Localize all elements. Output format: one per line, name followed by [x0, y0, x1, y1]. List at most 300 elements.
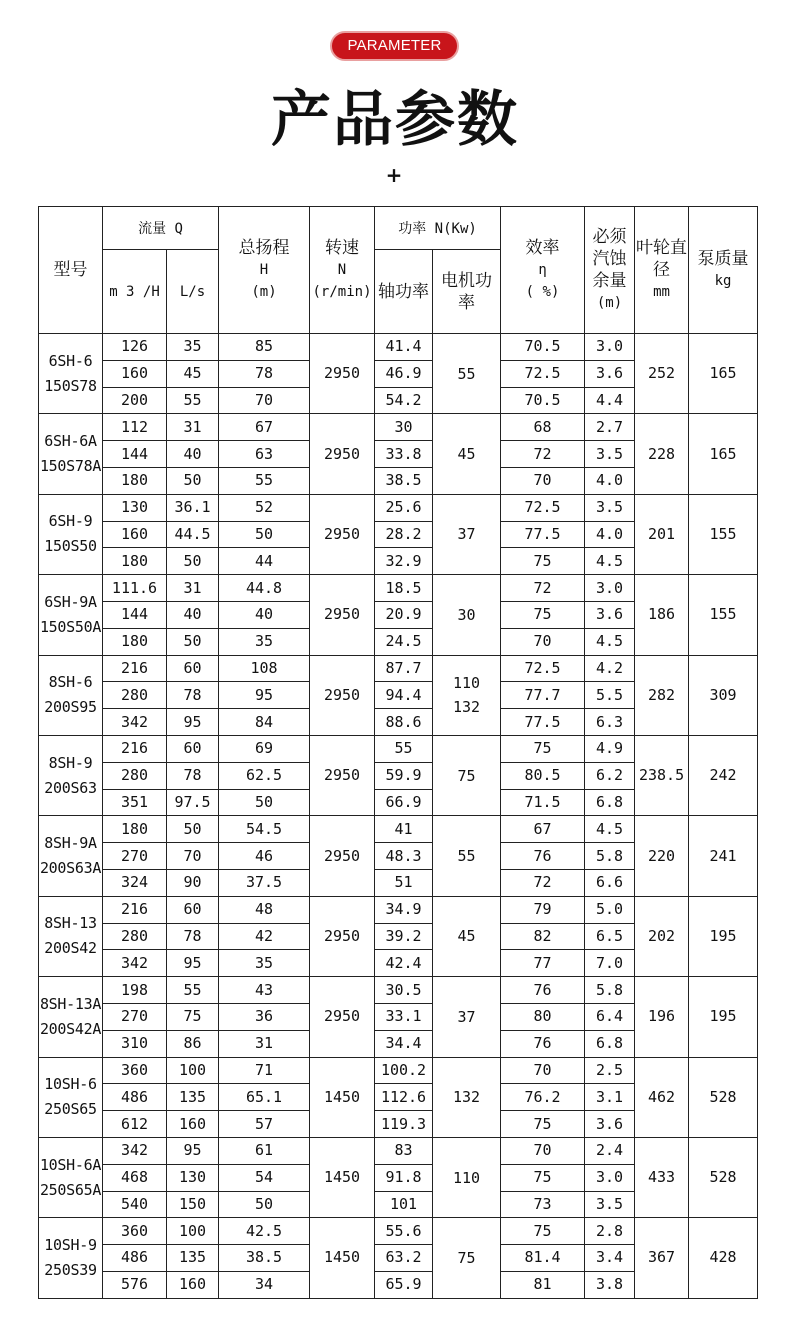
- head-cell: 63: [219, 441, 310, 468]
- npsh-cell: 3.1: [585, 1084, 635, 1111]
- efficiency-cell: 72.5: [501, 494, 585, 521]
- efficiency-cell: 77.5: [501, 521, 585, 548]
- efficiency-cell: 75: [501, 1218, 585, 1245]
- mass-cell: 428: [689, 1218, 758, 1298]
- model-code-sh: 6SH-6: [48, 351, 93, 370]
- shaft-power-cell: 32.9: [375, 548, 433, 575]
- model-code-s: 200S95: [44, 698, 97, 717]
- efficiency-cell: 76.2: [501, 1084, 585, 1111]
- shaft-power-cell: 100.2: [375, 1057, 433, 1084]
- speed-cell: 2950: [310, 494, 375, 574]
- head-cell: 50: [219, 789, 310, 816]
- flow-ls-cell: 50: [167, 467, 219, 494]
- impeller-cell: 228: [635, 414, 689, 494]
- head-cell: 67: [219, 414, 310, 441]
- shaft-power-cell: 55: [375, 735, 433, 762]
- head-cell: 38.5: [219, 1245, 310, 1272]
- header-flow-ls: [167, 250, 219, 334]
- head-cell: 42: [219, 923, 310, 950]
- efficiency-cell: 73: [501, 1191, 585, 1218]
- npsh-cell: 3.5: [585, 1191, 635, 1218]
- impeller-cell: 196: [635, 977, 689, 1057]
- shaft-power-cell: 112.6: [375, 1084, 433, 1111]
- header-speed-unit: (r/min): [312, 284, 372, 300]
- mass-cell: 155: [689, 575, 758, 655]
- model-code-sh: 10SH-6A: [39, 1155, 102, 1174]
- header-npsh: [585, 207, 635, 334]
- header-impeller-title: 叶轮直径: [636, 238, 688, 280]
- efficiency-cell: 72: [501, 869, 585, 896]
- shaft-power-cell: 34.4: [375, 1030, 433, 1057]
- flow-m3h-cell: 180: [103, 548, 167, 575]
- head-cell: 108: [219, 655, 310, 682]
- flow-m3h-cell: 144: [103, 601, 167, 628]
- flow-ls-cell: 100: [167, 1057, 219, 1084]
- flow-ls-cell: 55: [167, 977, 219, 1004]
- model-code-s: 200S42: [44, 939, 97, 958]
- efficiency-cell: 75: [501, 1111, 585, 1138]
- model-cell: [39, 414, 103, 494]
- header-speed-title: 转速: [325, 238, 360, 258]
- model-cell: [39, 1218, 103, 1298]
- flow-m3h-cell: 540: [103, 1191, 167, 1218]
- efficiency-cell: 71.5: [501, 789, 585, 816]
- flow-ls-cell: 78: [167, 923, 219, 950]
- model-code-sh: 6SH-9A: [44, 592, 97, 611]
- efficiency-cell: 68: [501, 414, 585, 441]
- model-code-sh: 10SH-6: [44, 1075, 97, 1094]
- npsh-cell: 6.8: [585, 789, 635, 816]
- npsh-cell: 2.7: [585, 414, 635, 441]
- npsh-cell: 3.5: [585, 441, 635, 468]
- head-cell: 46: [219, 843, 310, 870]
- model-code-sh: 8SH-9: [48, 753, 93, 772]
- head-cell: 61: [219, 1137, 310, 1164]
- efficiency-cell: 80: [501, 1003, 585, 1030]
- flow-ls-cell: 70: [167, 843, 219, 870]
- model-cell: [39, 334, 103, 414]
- motor-power-cell: 37: [433, 494, 501, 574]
- model-code-s: 200S42A: [39, 1019, 102, 1038]
- npsh-cell: 4.4: [585, 387, 635, 414]
- efficiency-cell: 70.5: [501, 387, 585, 414]
- efficiency-cell: 81.4: [501, 1245, 585, 1272]
- impeller-cell: 252: [635, 334, 689, 414]
- flow-ls-cell: 150: [167, 1191, 219, 1218]
- flow-ls-cell: 86: [167, 1030, 219, 1057]
- npsh-cell: 3.5: [585, 494, 635, 521]
- head-cell: 65.1: [219, 1084, 310, 1111]
- efficiency-cell: 77.5: [501, 709, 585, 736]
- header-speed-symbol: N: [337, 262, 347, 278]
- npsh-cell: 3.6: [585, 1111, 635, 1138]
- model-code-sh: 8SH-13: [44, 914, 97, 933]
- model-cell: [39, 977, 103, 1057]
- flow-ls-cell: 75: [167, 1003, 219, 1030]
- flow-m3h-cell: 324: [103, 869, 167, 896]
- shaft-power-cell: 42.4: [375, 950, 433, 977]
- efficiency-cell: 79: [501, 896, 585, 923]
- head-cell: 71: [219, 1057, 310, 1084]
- mass-cell: 309: [689, 655, 758, 735]
- mass-cell: 528: [689, 1137, 758, 1217]
- shaft-power-cell: 30: [375, 414, 433, 441]
- header-impeller: [635, 207, 689, 334]
- shaft-power-cell: 30.5: [375, 977, 433, 1004]
- flow-m3h-cell: 160: [103, 360, 167, 387]
- table-row: [39, 1057, 758, 1084]
- flow-m3h-cell: 112: [103, 414, 167, 441]
- efficiency-cell: 72: [501, 575, 585, 602]
- head-cell: 35: [219, 950, 310, 977]
- header-motor-power: 电机功率: [433, 250, 501, 334]
- npsh-cell: 3.8: [585, 1271, 635, 1298]
- shaft-power-cell: 101: [375, 1191, 433, 1218]
- mass-cell: 241: [689, 816, 758, 896]
- header-power: [375, 207, 501, 250]
- flow-ls-cell: 50: [167, 816, 219, 843]
- shaft-power-cell: 88.6: [375, 709, 433, 736]
- head-cell: 78: [219, 360, 310, 387]
- speed-cell: 2950: [310, 816, 375, 896]
- motor-power-cell: 55: [433, 816, 501, 896]
- npsh-cell: 4.9: [585, 735, 635, 762]
- speed-cell: 2950: [310, 896, 375, 976]
- header-flow-m3h-label: m 3 /H: [109, 284, 160, 300]
- efficiency-cell: 77: [501, 950, 585, 977]
- shaft-power-cell: 94.4: [375, 682, 433, 709]
- table-row: [39, 896, 758, 923]
- model-cell: [39, 575, 103, 655]
- flow-ls-cell: 160: [167, 1271, 219, 1298]
- flow-m3h-cell: 180: [103, 467, 167, 494]
- flow-m3h-cell: 360: [103, 1218, 167, 1245]
- shaft-power-cell: 46.9: [375, 360, 433, 387]
- npsh-cell: 6.4: [585, 1003, 635, 1030]
- flow-m3h-cell: 111.6: [103, 575, 167, 602]
- impeller-cell: 282: [635, 655, 689, 735]
- shaft-power-cell: 25.6: [375, 494, 433, 521]
- flow-m3h-cell: 216: [103, 735, 167, 762]
- shaft-power-cell: 39.2: [375, 923, 433, 950]
- motor-power-cell: 55: [433, 334, 501, 414]
- flow-m3h-cell: 160: [103, 521, 167, 548]
- flow-m3h-cell: 486: [103, 1245, 167, 1272]
- flow-m3h-cell: 342: [103, 1137, 167, 1164]
- speed-cell: 2950: [310, 414, 375, 494]
- speed-cell: 1450: [310, 1057, 375, 1137]
- motor-power-cell: 45: [433, 414, 501, 494]
- shaft-power-cell: 66.9: [375, 789, 433, 816]
- flow-ls-cell: 135: [167, 1084, 219, 1111]
- npsh-cell: 5.8: [585, 977, 635, 1004]
- flow-ls-cell: 55: [167, 387, 219, 414]
- mass-cell: 195: [689, 896, 758, 976]
- npsh-cell: 3.0: [585, 1164, 635, 1191]
- head-cell: 43: [219, 977, 310, 1004]
- model-code-s: 200S63A: [39, 859, 102, 878]
- shaft-power-cell: 48.3: [375, 843, 433, 870]
- flow-ls-cell: 31: [167, 414, 219, 441]
- table-body: [39, 334, 758, 1299]
- shaft-power-cell: 55.6: [375, 1218, 433, 1245]
- header-flow: [103, 207, 219, 250]
- flow-ls-cell: 50: [167, 628, 219, 655]
- header-eff-unit: ( %): [525, 284, 560, 300]
- mass-cell: 155: [689, 494, 758, 574]
- model-code-sh: 6SH-9: [48, 512, 93, 531]
- header-head-symbol: H: [259, 262, 269, 278]
- flow-ls-cell: 78: [167, 762, 219, 789]
- shaft-power-cell: 91.8: [375, 1164, 433, 1191]
- flow-m3h-cell: 310: [103, 1030, 167, 1057]
- model-code-sh: 8SH-6: [48, 673, 93, 692]
- speed-cell: 2950: [310, 334, 375, 414]
- efficiency-cell: 81: [501, 1271, 585, 1298]
- flow-ls-cell: 100: [167, 1218, 219, 1245]
- flow-ls-cell: 50: [167, 548, 219, 575]
- npsh-cell: 2.8: [585, 1218, 635, 1245]
- npsh-cell: 5.5: [585, 682, 635, 709]
- parameter-table: [38, 206, 758, 1299]
- npsh-cell: 3.6: [585, 360, 635, 387]
- efficiency-cell: 70: [501, 1137, 585, 1164]
- header-impeller-unit: mm: [653, 284, 670, 300]
- header-model: 型号: [39, 207, 103, 334]
- shaft-power-cell: 65.9: [375, 1271, 433, 1298]
- efficiency-cell: 80.5: [501, 762, 585, 789]
- model-code-sh: 10SH-9: [44, 1235, 97, 1254]
- table-row: [39, 1137, 758, 1164]
- motor-power-cell: 37: [433, 977, 501, 1057]
- model-code-s: 250S65: [44, 1100, 97, 1119]
- npsh-cell: 4.5: [585, 628, 635, 655]
- head-cell: 48: [219, 896, 310, 923]
- head-cell: 44: [219, 548, 310, 575]
- speed-cell: 2950: [310, 575, 375, 655]
- impeller-cell: 186: [635, 575, 689, 655]
- impeller-cell: 201: [635, 494, 689, 574]
- speed-cell: 2950: [310, 977, 375, 1057]
- speed-cell: 2950: [310, 655, 375, 735]
- mass-cell: 528: [689, 1057, 758, 1137]
- npsh-cell: 4.5: [585, 548, 635, 575]
- header-npsh-unit: (m): [596, 295, 623, 311]
- flow-m3h-cell: 280: [103, 682, 167, 709]
- header-power-label: 功率 N(Kw): [398, 220, 477, 237]
- header-shaft-power: 轴功率: [375, 250, 433, 334]
- shaft-power-cell: 18.5: [375, 575, 433, 602]
- flow-ls-cell: 78: [167, 682, 219, 709]
- flow-m3h-cell: 468: [103, 1164, 167, 1191]
- motor-power-cell: 132: [433, 1057, 501, 1137]
- flow-m3h-cell: 216: [103, 655, 167, 682]
- model-cell: [39, 1137, 103, 1217]
- flow-ls-cell: 95: [167, 1137, 219, 1164]
- header-speed: [310, 207, 375, 334]
- model-cell: [39, 494, 103, 574]
- flow-m3h-cell: 126: [103, 334, 167, 361]
- efficiency-cell: 67: [501, 816, 585, 843]
- npsh-cell: 2.4: [585, 1137, 635, 1164]
- npsh-cell: 4.0: [585, 467, 635, 494]
- shaft-power-cell: 38.5: [375, 467, 433, 494]
- shaft-power-cell: 28.2: [375, 521, 433, 548]
- flow-m3h-cell: 200: [103, 387, 167, 414]
- mass-cell: 195: [689, 977, 758, 1057]
- impeller-cell: 238.5: [635, 735, 689, 815]
- shaft-power-cell: 24.5: [375, 628, 433, 655]
- flow-m3h-cell: 280: [103, 923, 167, 950]
- npsh-cell: 5.8: [585, 843, 635, 870]
- shaft-power-cell: 51: [375, 869, 433, 896]
- flow-m3h-cell: 342: [103, 950, 167, 977]
- npsh-cell: 6.3: [585, 709, 635, 736]
- header-npsh-title: 必须汽蚀余量: [592, 227, 627, 291]
- npsh-cell: 4.5: [585, 816, 635, 843]
- shaft-power-cell: 34.9: [375, 896, 433, 923]
- mass-cell: 242: [689, 735, 758, 815]
- flow-ls-cell: 160: [167, 1111, 219, 1138]
- flow-m3h-cell: 612: [103, 1111, 167, 1138]
- header-eff-symbol: η: [538, 262, 547, 278]
- flow-m3h-cell: 180: [103, 628, 167, 655]
- head-cell: 50: [219, 521, 310, 548]
- efficiency-cell: 72: [501, 441, 585, 468]
- table-row: [39, 1218, 758, 1245]
- impeller-cell: 433: [635, 1137, 689, 1217]
- page-title: 产品参数: [271, 85, 519, 155]
- efficiency-cell: 77.7: [501, 682, 585, 709]
- head-cell: 35: [219, 628, 310, 655]
- head-cell: 52: [219, 494, 310, 521]
- speed-cell: 2950: [310, 735, 375, 815]
- npsh-cell: 4.0: [585, 521, 635, 548]
- npsh-cell: 3.0: [585, 334, 635, 361]
- header-head: [219, 207, 310, 334]
- flow-ls-cell: 95: [167, 950, 219, 977]
- motor-power-cell: 75: [433, 1218, 501, 1298]
- flow-ls-cell: 60: [167, 896, 219, 923]
- table-row: [39, 735, 758, 762]
- plus-icon: +: [385, 163, 403, 187]
- npsh-cell: 3.4: [585, 1245, 635, 1272]
- flow-m3h-cell: 342: [103, 709, 167, 736]
- header-flow-ls-label: L/s: [179, 284, 206, 300]
- efficiency-cell: 70: [501, 467, 585, 494]
- flow-ls-cell: 36.1: [167, 494, 219, 521]
- model-code-s: 150S78A: [39, 457, 102, 476]
- table-row: [39, 334, 758, 361]
- header-mass: [689, 207, 758, 334]
- head-cell: 34: [219, 1271, 310, 1298]
- head-cell: 55: [219, 467, 310, 494]
- speed-cell: 1450: [310, 1218, 375, 1298]
- flow-ls-cell: 135: [167, 1245, 219, 1272]
- impeller-cell: 220: [635, 816, 689, 896]
- head-cell: 36: [219, 1003, 310, 1030]
- efficiency-cell: 70: [501, 628, 585, 655]
- model-code-s: 250S39: [44, 1260, 97, 1279]
- flow-m3h-cell: 144: [103, 441, 167, 468]
- flow-m3h-cell: 198: [103, 977, 167, 1004]
- efficiency-cell: 75: [501, 1164, 585, 1191]
- model-code-s: 150S50: [44, 537, 97, 556]
- efficiency-cell: 82: [501, 923, 585, 950]
- npsh-cell: 6.8: [585, 1030, 635, 1057]
- table-row: [39, 655, 758, 682]
- model-code-sh: 6SH-6A: [44, 432, 97, 451]
- header-eff-title: 效率: [525, 238, 560, 258]
- head-cell: 40: [219, 601, 310, 628]
- motor-power-cell: 75: [433, 735, 501, 815]
- flow-ls-cell: 60: [167, 735, 219, 762]
- header-flow-m3h: [103, 250, 167, 334]
- impeller-cell: 462: [635, 1057, 689, 1137]
- npsh-cell: 3.0: [585, 575, 635, 602]
- motor-power-cell: 110: [433, 1137, 501, 1217]
- model-code-s: 200S63: [44, 778, 97, 797]
- npsh-cell: 4.2: [585, 655, 635, 682]
- flow-ls-cell: 95: [167, 709, 219, 736]
- efficiency-cell: 76: [501, 1030, 585, 1057]
- model-code-sh: 8SH-9A: [44, 834, 97, 853]
- efficiency-cell: 70.5: [501, 334, 585, 361]
- mass-cell: 165: [689, 334, 758, 414]
- model-code-s: 150S78: [44, 376, 97, 395]
- parameter-badge: PARAMETER: [330, 31, 459, 61]
- flow-m3h-cell: 270: [103, 843, 167, 870]
- head-cell: 85: [219, 334, 310, 361]
- motor-power-cell: 110 132: [433, 655, 501, 735]
- head-cell: 37.5: [219, 869, 310, 896]
- shaft-power-cell: 33.8: [375, 441, 433, 468]
- npsh-cell: 6.5: [585, 923, 635, 950]
- flow-ls-cell: 45: [167, 360, 219, 387]
- flow-m3h-cell: 216: [103, 896, 167, 923]
- head-cell: 62.5: [219, 762, 310, 789]
- head-cell: 54: [219, 1164, 310, 1191]
- shaft-power-cell: 59.9: [375, 762, 433, 789]
- header-head-title: 总扬程: [238, 238, 290, 258]
- efficiency-cell: 75: [501, 601, 585, 628]
- efficiency-cell: 72.5: [501, 360, 585, 387]
- model-code-sh: 8SH-13A: [39, 994, 102, 1013]
- shaft-power-cell: 33.1: [375, 1003, 433, 1030]
- shaft-power-cell: 41: [375, 816, 433, 843]
- table-row: [39, 414, 758, 441]
- table-row: [39, 977, 758, 1004]
- head-cell: 84: [219, 709, 310, 736]
- flow-m3h-cell: 486: [103, 1084, 167, 1111]
- shaft-power-cell: 54.2: [375, 387, 433, 414]
- model-cell: [39, 655, 103, 735]
- head-cell: 54.5: [219, 816, 310, 843]
- flow-ls-cell: 40: [167, 601, 219, 628]
- model-cell: [39, 816, 103, 896]
- impeller-cell: 202: [635, 896, 689, 976]
- motor-power-cell: 45: [433, 896, 501, 976]
- header-mass-unit: kg: [714, 273, 732, 289]
- shaft-power-cell: 87.7: [375, 655, 433, 682]
- efficiency-cell: 76: [501, 977, 585, 1004]
- header-flow-label: 流量 Q: [138, 220, 183, 237]
- flow-m3h-cell: 270: [103, 1003, 167, 1030]
- flow-ls-cell: 90: [167, 869, 219, 896]
- header-efficiency: [501, 207, 585, 334]
- motor-power-cell: 30: [433, 575, 501, 655]
- flow-ls-cell: 40: [167, 441, 219, 468]
